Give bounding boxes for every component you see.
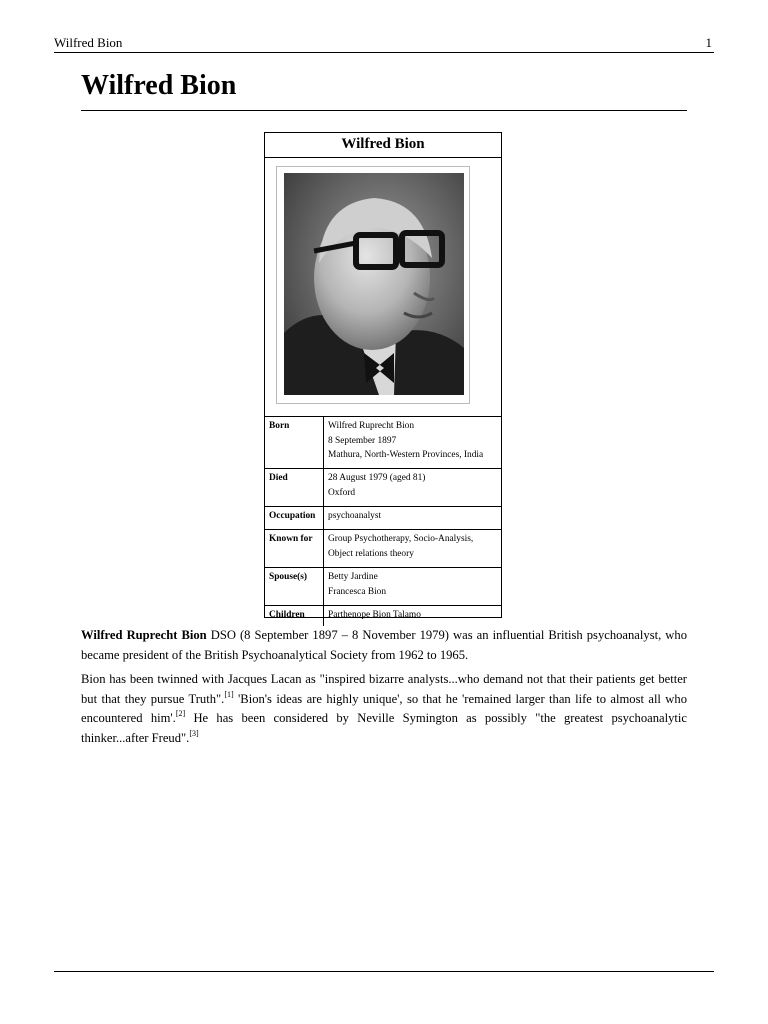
born-place[interactable]: Mathura, North-Western Provinces, India <box>328 450 484 460</box>
infobox-row-born <box>265 417 501 469</box>
infobox-value <box>324 417 501 463</box>
infobox-label: Born <box>265 417 324 468</box>
known-for-line-2[interactable]: Object relations theory <box>328 548 414 559</box>
infobox-row-died <box>265 469 501 507</box>
reception-text-3: He has been considered by Neville Symington as possibly "the greatest psychoanalytic thinker...after Freud". <box>81 711 687 745</box>
spouse-1: Betty Jardine <box>328 572 378 582</box>
running-header <box>54 34 714 53</box>
page-title: Wilfred Bion <box>81 70 237 101</box>
citation-1[interactable]: [1] <box>224 689 234 699</box>
infobox-label: Died <box>265 469 324 506</box>
died-date: 28 August 1979 (aged 81) <box>328 473 426 483</box>
infobox-value <box>324 530 501 561</box>
born-date: 8 September 1897 <box>328 435 397 446</box>
infobox-value <box>324 568 501 599</box>
paragraph-reception <box>81 670 687 748</box>
infobox-row-children <box>265 606 501 626</box>
intro-text: DSO (8 September 1897 – 8 November 1979) was an influential British psychoanalyst, who became president of the British Psychoanalytical Society from 1962 to 1965. <box>81 628 687 662</box>
infobox-row-occupation <box>265 507 501 530</box>
occupation-value[interactable]: psychoanalyst <box>328 511 382 521</box>
citation-3[interactable]: [3] <box>189 728 199 738</box>
infobox-label: Spouse(s) <box>265 568 324 605</box>
infobox-row-spouses <box>265 568 501 606</box>
running-title: Wilfred Bion <box>54 35 123 50</box>
died-place[interactable]: Oxford <box>328 487 356 498</box>
reception-text-2: 'Bion's ideas are highly unique', so that he 'remained larger than life to almost all who encountered him'. <box>81 691 687 725</box>
infobox <box>264 132 502 618</box>
infobox-caption: Wilfred Bion <box>265 133 501 158</box>
title-rule <box>81 110 687 111</box>
portrait-image <box>284 173 464 395</box>
infobox-value <box>324 469 501 500</box>
citation-2[interactable]: [2] <box>175 709 186 718</box>
infobox-image-cell <box>265 158 501 417</box>
portrait-frame <box>276 166 470 404</box>
paragraph-intro <box>81 626 687 665</box>
infobox-label: Children <box>265 606 324 626</box>
spouse-2: Francesca Bion <box>328 586 387 597</box>
portrait-photo[interactable] <box>284 173 464 395</box>
infobox-label: Known for <box>265 530 324 567</box>
infobox-row-known-for <box>265 530 501 568</box>
infobox-value <box>324 507 501 524</box>
footer-rule <box>54 971 714 972</box>
article-body <box>81 626 687 753</box>
page-number: 1 <box>705 35 712 50</box>
infobox-label: Occupation <box>265 507 324 529</box>
subject-name: Wilfred Ruprecht Bion <box>81 628 207 642</box>
infobox-value <box>324 606 501 623</box>
reception-text-1: Bion has been twinned with Jacques Lacan as "inspired bizarre analysts...who demand not that their patients get better but that they pursue Truth". <box>81 672 687 706</box>
known-for-line-1[interactable]: Group Psychotherapy, Socio-Analysis, <box>328 534 474 544</box>
children-value: Parthenope Bion Talamo <box>328 610 421 620</box>
born-name: Wilfred Ruprecht Bion <box>328 421 415 431</box>
